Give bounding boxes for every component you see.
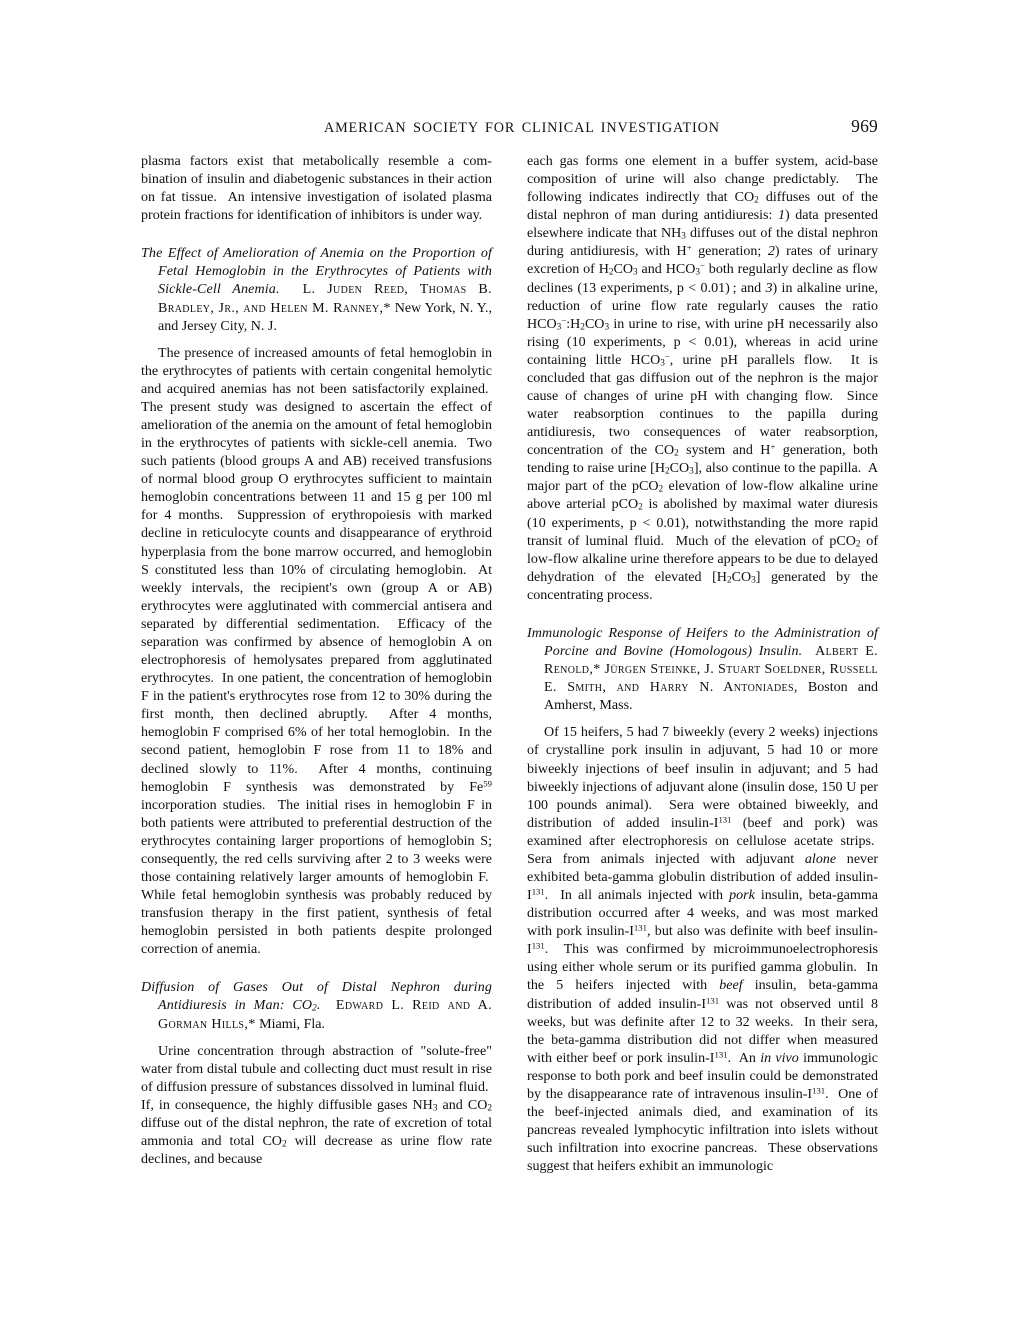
paragraph-abstract-immunologic-response: Of 15 heifers, 5 had 7 biweekly (every 2 weeks) injections of crystalline pork insulin in adjuvant, 5 had 10 or more biweekly injections of beef insulin in adjuvant; and 5 had biweekly injections of adjuvant alone (insulin dose, 150 U per 100 pounds animal). Sera were obtained biweekly, and distribution of added insulin-$I^{131}$ (beef and pork) was examined after electrophoresis on cellulose acetate strips. Sera from animals injected with adjuvant alone never exhibited beta-gamma globulin distribution of added insulin-$I^{131}$. In all animals injected with pork insulin, beta-gamma distribution occurred after 4 weeks, and was most marked with pork insulin-$I^{131}$, but also was definite with beef insulin-$I^{131}$. This was confirmed by microimmunoelectrophoresis using either whole serum or its purified gamma globulin. In the 5 heifers injected with beef insulin, beta-gamma distribution of added insulin-$I^{131}$ was not observed until 8 weeks, but was definite after 12 to 32 weeks. In their sera, the beta-gamma distribution did not differ when measured with either beef or pork insulin-$I^{131}$. An in vivo immunologic response to both pork and beef insulin could be demonstrated by the disappearance rate of intravenous insulin-$I^{131}$. One of the beef-injected animals died, and examination of its pancreas revealed lymphocytic infiltration into islets without such infiltration into exocrine pancreas. These observations suggest that heifers exhibit an immunologic (527, 724, 879, 1175)
running-head (141, 116, 878, 137)
page-number: 969 (851, 116, 878, 136)
article-authors: Edward L. Reid and A. Gorman Hills,* (158, 997, 492, 1032)
article-affiliation: Boston and Amherst, Mass. (544, 679, 878, 714)
article-title: The Effect of Amelioration of Anemia on the Proportion of Fetal Hemoglobin in the Erythrocytes of Patients with Sickle-Cell Anemia. (141, 245, 492, 298)
article-heading-immunologic-response (527, 624, 878, 714)
article-title: Diffusion of Gases Out of Distal Nephron during Antidiuresis in Man: $CO_2$. (141, 979, 492, 1015)
running-head-title: AMERICAN SOCIETY FOR CLINICAL INVESTIGATION (324, 120, 720, 136)
article-authors: Albert E. Renold,* Jürgen Steinke, J. Stuart Soeldner, Russell E. Smith, and Harry N. Antoniades, (544, 643, 878, 696)
article-title: Immunologic Response of Heifers to the Administration of Porcine and Bovine (Homologous) Insulin. (527, 624, 878, 660)
paragraph-continued-diffusion-of-gases: each gas forms one element in a buffer system, acid-base composition of urine will also change predictably. The following indicates indirectly that $CO_2$ diffuses out of the distal nephron of man during antidiuresis: 1) data presented elsewhere indicate that $NH_3$ diffuses out of the distal nephron during antidiuresis, with H+ generation; 2) rates of urinary excretion of $H_2CO_3$ and $HCO_3^-$ both regularly decline as flow declines (13 experiments, p < 0.01) ; and 3) in alkaline urine, reduction of urine flow rate regularly causes the ratio $HCO_3^-:H_2CO_3$ in urine to rise, with urine pH necessarily also rising (10 experiments, p < 0.01), whereas in acid urine containing little $HCO_3^-$, urine pH parallels flow. It is concluded that gas diffusion out of the nephron is the major cause of changes of urine pH with changing flow. Since water reabsorption continues to the papilla during antidiuresis, two consequences of water reabsorption, concentration of the $CO_2$ system and H+ generation, both tending to raise urine $[H_2CO_3]$, also continue to the papilla. A major part of the pCO$_2$ elevation of low-flow alkaline urine above arterial pCO$_2$ is abolished by maximal water diuresis (10 experiments, p < 0.01), notwithstanding the more rapid transit of luminal fluid. Much of the elevation of pCO$_2$ of low-flow alkaline urine therefore appears to be due to delayed dehydration of the elevated $[H_2CO_3]$ generated by the concentrating process. (527, 153, 878, 603)
paragraph-abstract-diffusion-of-gases: Urine concentration through abstraction of "solute-free" water from distal tubule and collecting duct must result in rise of diffusion pressure of substances dissolved in luminal fluid. If, in consequence, the highly diffusible gases $NH_3$ and $CO_2$ diffuse out of the distal nephron, the rate of excretion of total ammonia and total $CO_2$ will decrease as urine flow rate declines, and because (141, 1042, 492, 1168)
article-affiliation: Miami, Fla. (255, 1015, 326, 1032)
article-authors: L. Juden Reed, Thomas B. Bradley, Jr., and Helen M. Ranney,* (158, 281, 492, 316)
article-affiliation: New York, N. Y., and Jersey City, N. J. (158, 299, 492, 334)
article-heading-diffusion-of-gases (141, 978, 492, 1032)
column-right (527, 152, 878, 1175)
paragraph-abstract-fetal-hemoglobin: The presence of increased amounts of fetal hemoglobin in the erythrocytes of patients with certain congenital hemolytic and acquired anemias has not been satisfactorily explained. The present study was designed to ascertain the effect of amelioration of the anemia on the amount of fetal hemoglobin in the erythrocytes of patients with sickle-cell anemia. Two such patients (blood groups A and AB) received transfusions of normal blood group O erythrocytes sufficient to maintain hemoglobin concentrations between 11 and 15 g per 100 ml for 4 months. Suppression of erythropoiesis with marked decline in reticulocyte counts and disappearance of erythroid hyperplasia from the bone marrow occurred, and hemoglobin S constituted less than 10% of circulating hemoglobin. At weekly intervals, the recipient's own (group A or AB) erythrocytes were agglutinated with commercial antisera and separated by differential sedimentation. Efficacy of the separation was confirmed by absence of hemoglobin A on electrophoresis of hemolysates prepared from agglutinated erythrocytes. In one patient, the concentration of hemoglobin F in the patient's erythrocytes rose from 12 to 30% during the first month, then declined abruptly. After 4 months, hemoglobin F comprised 6% of her total hemoglobin. In the second patient, hemoglobin F rose from 11 to 18% and declined slowly to 11%. After 4 months, continuing hemoglobin F synthesis was demonstrated by Fe$^{59}$ incorporation studies. The initial rises in hemoglobin F in both patients were attributed to preferential destruction of the erythrocytes containing larger proportions of hemoglobin S; consequently, the red cells surviving after 2 to 3 weeks were those containing relatively larger amounts of hemoglobin F. While fetal hemoglobin synthesis was probably reduced by transfusion therapy in the first patient, synthesis of fetal hemoglobin persisted in both patients despite prolonged correction of anemia. (141, 344, 492, 958)
column-left (141, 152, 492, 1168)
article-heading-fetal-hemoglobin (141, 244, 492, 334)
paragraph-continued-plasma-factors: plasma factors exist that metabolically resemble a com-bination of insulin and diabetogenic substances in their action on fat tissue. An intensive investigation of isolated plasma protein fractions for identification of inhibitors is under way. (141, 153, 492, 224)
